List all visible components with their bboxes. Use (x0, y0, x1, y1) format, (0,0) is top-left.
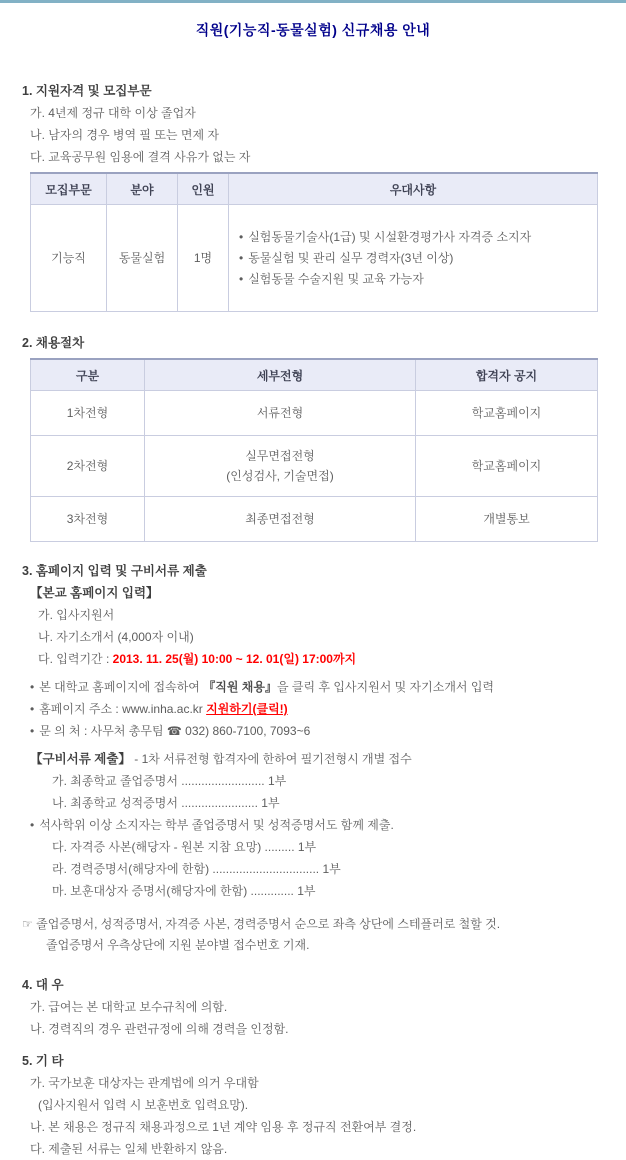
table-row (31, 205, 598, 312)
compensation-item: 가. 급여는 본 대학교 보수규칙에 의함. (30, 1000, 228, 1014)
table-row (31, 436, 598, 497)
document-item: 가. 최종학교 졸업증명서 ......................... 1부 (52, 774, 287, 788)
bullet-icon: • (239, 229, 244, 244)
col-header-notice: 합격자 공지 (416, 359, 598, 391)
homepage-block-heading: 【본교 홈페이지 입력】 (30, 586, 159, 600)
contact-text: 문 의 처 : 사무처 총무팀 ☎ 032) 860-7100, 7093~6 (39, 724, 311, 738)
cell-preferences (229, 205, 598, 312)
col-header-stage: 구분 (31, 359, 145, 391)
section4-heading: 4. 대 우 (22, 978, 64, 992)
bullet-line-contact (22, 720, 600, 742)
cell-notice: 학교홈페이지 (416, 391, 598, 436)
recruitment-table-header-row (31, 173, 598, 205)
entry-period-value: 2013. 11. 25(월) 10:00 ~ 12. 01(일) 17:00까지 (112, 652, 357, 666)
process-table-header-row (31, 359, 598, 391)
table-row (31, 497, 598, 542)
documents-block-suffix: - 1차 서류전형 합격자에 한하여 필기전형시 개별 접수 (130, 752, 412, 766)
detail-line2: (인성검사, 기술면접) (226, 469, 334, 483)
bullet-text: 을 클릭 후 입사지원서 및 자기소개서 입력 (276, 680, 495, 694)
bullet-line-homepage-url (22, 698, 600, 720)
preference-text: 실험동물기술사(1급) 및 시설환경평가사 자격증 소지자 (248, 229, 532, 244)
qualification-item: 가. 4년제 정규 대학 이상 졸업자 (30, 106, 196, 120)
cell-count: 1명 (178, 205, 229, 312)
col-header-category: 모집부문 (31, 173, 107, 205)
homepage-item: 가. 입사지원서 (38, 608, 115, 622)
etc-item-sub: (입사지원서 입력 시 보훈번호 입력요망). (38, 1098, 249, 1112)
master-note-text: 석사학위 이상 소지자는 학부 졸업증명서 및 성적증명서도 함께 제출. (39, 818, 394, 832)
table-row (31, 391, 598, 436)
qualification-item: 나. 남자의 경우 병역 필 또는 면제 자 (30, 128, 219, 142)
bullet-icon: • (30, 818, 35, 832)
process-table (30, 358, 598, 542)
etc-item: 다. 제출된 서류는 일체 반환하지 않음. (30, 1142, 228, 1156)
section1-heading: 1. 지원자격 및 모집부문 (22, 84, 152, 98)
bullet-icon: • (30, 702, 35, 716)
col-header-preferences: 우대사항 (229, 173, 598, 205)
section-qualifications (22, 80, 600, 312)
menu-name-emphasis: 『직원 채용』 (203, 680, 277, 694)
master-degree-note (22, 814, 600, 836)
section3-heading: 3. 홈페이지 입력 및 구비서류 제출 (22, 564, 207, 578)
cell-category: 기능직 (31, 205, 107, 312)
col-header-field: 분야 (107, 173, 178, 205)
detail-line: 실무면접전형 (245, 449, 315, 463)
bullet-line-homepage-click (22, 676, 600, 698)
detail-line: 최종면접전형 (245, 512, 315, 526)
cell-stage: 1차전형 (31, 391, 145, 436)
section-compensation (22, 974, 600, 1040)
document-item: 라. 경력증명서(해당자에 한함) ................................ 1부 (52, 862, 341, 876)
apply-link[interactable]: 지원하기(클릭!) (206, 702, 288, 716)
entry-period-line (22, 648, 600, 670)
homepage-item: 나. 자기소개서 (4,000자 이내) (38, 630, 194, 644)
col-header-detail: 세부전형 (145, 359, 416, 391)
stapler-note-line (22, 914, 600, 935)
documents-block-heading: 【구비서류 제출】 (30, 752, 131, 766)
section2-heading: 2. 채용절차 (22, 336, 85, 350)
bullet-icon: • (239, 250, 244, 265)
recruitment-table (30, 172, 598, 312)
section-etc (22, 1050, 600, 1160)
homepage-url-text: 홈페이지 주소 : www.inha.ac.kr (39, 702, 207, 716)
section-submission (22, 560, 600, 956)
preference-item (239, 269, 591, 290)
preference-text: 실험동물 수술지원 및 교육 가능자 (248, 271, 424, 286)
stapler-note-text: 졸업증명서, 성적증명서, 자격증 사본, 경력증명서 순으로 좌측 상단에 스테플러로 철할 것. (36, 917, 501, 931)
bullet-icon: • (239, 271, 244, 286)
preference-text: 동물실험 및 관리 실무 경력자(3년 이상) (248, 250, 454, 265)
document-item: 마. 보훈대상자 증명서(해당자에 한함) ............. 1부 (52, 884, 316, 898)
entry-period-label: 다. 입력기간 : (38, 652, 113, 666)
cell-detail (145, 436, 416, 497)
receipt-number-note: 졸업증명서 우측상단에 지원 분야별 접수번호 기재. (46, 938, 310, 952)
section5-heading: 5. 기 타 (22, 1054, 64, 1068)
cell-stage: 2차전형 (31, 436, 145, 497)
preference-item (239, 248, 591, 269)
detail-line: 서류전형 (256, 406, 304, 420)
cell-notice: 학교홈페이지 (416, 436, 598, 497)
bullet-icon: • (30, 680, 35, 694)
document-item: 다. 자격증 사본(해당자 - 원본 지참 요망) ......... 1부 (52, 840, 317, 854)
etc-item: 가. 국가보훈 대상자는 관계법에 의거 우대함 (30, 1076, 259, 1090)
cell-detail (145, 391, 416, 436)
qualification-item: 다. 교육공무원 임용에 결격 사유가 없는 자 (30, 150, 251, 164)
preference-item (239, 227, 591, 248)
cell-stage: 3차전형 (31, 497, 145, 542)
cell-detail (145, 497, 416, 542)
page-title: 직원(기능직-동물실험) 신규채용 안내 (195, 22, 431, 38)
col-header-count: 인원 (178, 173, 229, 205)
documents-block-heading-line (22, 748, 600, 770)
etc-item: 나. 본 채용은 정규직 채용과정으로 1년 계약 임용 후 정규직 전환여부 결정. (30, 1120, 417, 1134)
cell-notice: 개별통보 (416, 497, 598, 542)
cell-field: 동물실험 (107, 205, 178, 312)
document-item: 나. 최종학교 성적증명서 ....................... 1부 (52, 796, 280, 810)
bullet-icon: • (30, 724, 35, 738)
pointer-finger-icon: ☞ (22, 917, 33, 931)
bullet-text: 본 대학교 홈페이지에 접속하여 (39, 680, 204, 694)
compensation-item: 나. 경력직의 경우 관련규정에 의해 경력을 인정함. (30, 1022, 289, 1036)
section-process (22, 332, 600, 542)
